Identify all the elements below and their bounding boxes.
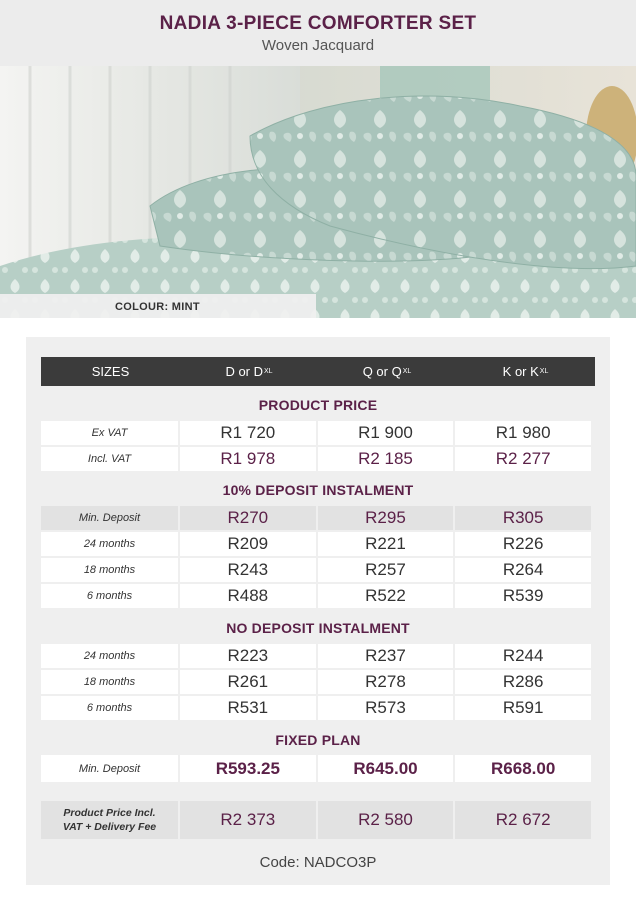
- price-cell: R305: [455, 506, 591, 530]
- price-cell: R593.25: [180, 755, 316, 782]
- price-cell: R1 720: [180, 421, 316, 445]
- price-cell: R243: [180, 558, 316, 582]
- price-cell: R2 185: [318, 447, 454, 471]
- price-cell: R244: [455, 644, 591, 668]
- product-image: [0, 66, 636, 318]
- size-double-label: D or D: [225, 364, 263, 379]
- price-cell: R668.00: [455, 755, 591, 782]
- page-subtitle: Woven Jacquard: [261, 37, 375, 54]
- table-row: [41, 584, 591, 608]
- price-cell: R2 580: [318, 801, 454, 839]
- table-row: [41, 696, 591, 720]
- price-cell: R270: [180, 506, 316, 530]
- size-double: [180, 357, 318, 386]
- price-cell: R539: [455, 584, 591, 608]
- row-label: Min. Deposit: [41, 755, 178, 782]
- price-cell: R209: [180, 532, 316, 556]
- sizes-header: [41, 357, 595, 386]
- deposit-instalment-table: [39, 504, 593, 610]
- row-label: 24 months: [41, 532, 178, 556]
- price-cell: R522: [318, 584, 454, 608]
- size-king-label: K or K: [502, 364, 539, 379]
- price-cell: R226: [455, 532, 591, 556]
- delivery-label-line1: Product Price Incl.: [63, 807, 156, 819]
- row-label: Ex VAT: [41, 421, 178, 445]
- product-price-table: [39, 419, 593, 473]
- table-row: [41, 506, 591, 530]
- delivery-label-line2: VAT + Delivery Fee: [62, 821, 157, 833]
- table-row: [41, 644, 591, 668]
- page-title: NADIA 3-PIECE COMFORTER SET: [159, 13, 477, 34]
- fixed-plan-table: [39, 753, 593, 784]
- price-cell: R2 277: [455, 447, 591, 471]
- row-label: Min. Deposit: [41, 506, 178, 530]
- price-cell: R261: [180, 670, 316, 694]
- product-code-label: Code:: [259, 854, 304, 871]
- table-row: [41, 558, 591, 582]
- price-cell: R488: [180, 584, 316, 608]
- table-row: [41, 670, 591, 694]
- price-cell: R591: [455, 696, 591, 720]
- row-label: [41, 801, 178, 839]
- table-row: [41, 447, 591, 471]
- size-queen: [318, 357, 456, 386]
- price-cell: R295: [318, 506, 454, 530]
- product-code-value: NADCO3P: [303, 854, 377, 871]
- price-cell: R573: [318, 696, 454, 720]
- colour-label: COLOUR: MINT: [0, 294, 316, 318]
- price-cell: R223: [180, 644, 316, 668]
- table-row: [41, 421, 591, 445]
- comforter-set-photo: [0, 66, 636, 318]
- table-row: [41, 532, 591, 556]
- price-cell: R257: [318, 558, 454, 582]
- header: [0, 0, 636, 66]
- table-row: [41, 801, 591, 839]
- price-cell: R264: [455, 558, 591, 582]
- section-title-product-price: PRODUCT PRICE: [258, 397, 378, 413]
- price-cell: R2 373: [180, 801, 316, 839]
- price-cell: R221: [318, 532, 454, 556]
- price-cell: R1 980: [455, 421, 591, 445]
- price-cell: R278: [318, 670, 454, 694]
- size-king-sup: XL: [539, 368, 549, 375]
- row-label: 24 months: [41, 644, 178, 668]
- row-label: 6 months: [41, 584, 178, 608]
- section-title-fixed-plan: FIXED PLAN: [275, 732, 361, 748]
- row-label: Incl. VAT: [41, 447, 178, 471]
- price-cell: R237: [318, 644, 454, 668]
- size-double-sup: XL: [264, 368, 273, 375]
- price-cell: R2 672: [455, 801, 591, 839]
- price-cell: R531: [180, 696, 316, 720]
- price-cell: R286: [455, 670, 591, 694]
- price-cell: R1 978: [180, 447, 316, 471]
- section-title-deposit-instalment: 10% DEPOSIT INSTALMENT: [222, 482, 414, 498]
- sizes-label: SIZES: [91, 364, 130, 379]
- row-label: 18 months: [41, 670, 178, 694]
- section-title-no-deposit-instalment: NO DEPOSIT INSTALMENT: [226, 620, 410, 636]
- size-queen-sup: XL: [402, 368, 412, 375]
- price-cell: R1 900: [318, 421, 454, 445]
- price-cell: R645.00: [318, 755, 454, 782]
- no-deposit-instalment-table: [39, 642, 593, 722]
- row-label: 6 months: [41, 696, 178, 720]
- size-king: [456, 357, 595, 386]
- table-row: [41, 755, 591, 782]
- product-code: [26, 854, 610, 871]
- size-queen-label: Q or Q: [362, 364, 402, 379]
- delivery-price-table: [39, 799, 593, 841]
- row-label: 18 months: [41, 558, 178, 582]
